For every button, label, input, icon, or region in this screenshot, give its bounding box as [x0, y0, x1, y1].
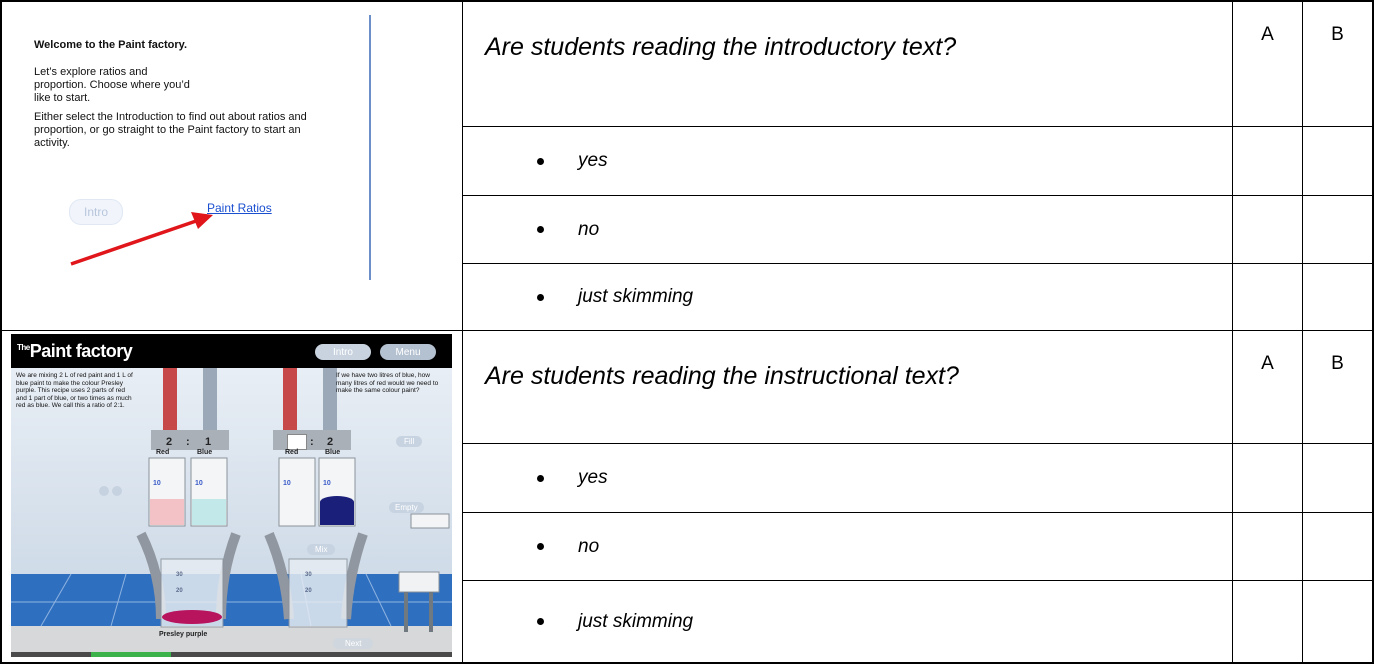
red-label: Red [156, 449, 170, 456]
ratio-right-b: 2 [327, 436, 334, 448]
scale-tick: 30 [305, 572, 312, 578]
option-yes: yes [463, 127, 1232, 195]
ratio-left-sep: : [186, 436, 190, 448]
option-no: no [463, 513, 1232, 580]
menu-button[interactable]: Menu [380, 344, 436, 360]
scale-tick: 10 [195, 480, 203, 487]
empty-button[interactable]: Empty [389, 502, 424, 513]
column-a-header: A [1261, 24, 1274, 45]
welcome-screenshot [11, 15, 452, 327]
bullet-icon [537, 618, 544, 625]
scale-tick: 10 [283, 480, 291, 487]
table-border-left [0, 0, 2, 664]
column-b-header: B [1331, 353, 1344, 374]
scale-tick: 30 [176, 572, 183, 578]
intro-button[interactable]: Intro [69, 199, 123, 225]
ratio-left-b: 1 [205, 436, 212, 448]
next-button[interactable]: Next [333, 638, 373, 649]
blue-label: Blue [197, 449, 213, 456]
welcome-paragraph-1: Let’s explore ratios and proportion. Choose where you’d like to start. [34, 66, 190, 104]
option-just-skimming: just skimming [463, 264, 1232, 330]
scale-tick: 10 [153, 480, 161, 487]
app-title: $^{The}$Paint factory [17, 341, 133, 361]
paint-ratios-link[interactable]: Paint Ratios [207, 201, 272, 215]
red-arrow-icon [11, 15, 452, 327]
result-label: Presley purple [159, 631, 208, 638]
ratio-input[interactable] [287, 434, 307, 450]
bullet-icon [537, 294, 544, 301]
welcome-paragraph-2: Either select the Introduction to find out about ratios and proportion, or go straight to the Paint factory to start an activity. [34, 111, 307, 149]
bullet-icon [537, 543, 544, 550]
instruction-right: If we have two litres of blue, how many litres of red would we need to make the same colour paint? [336, 372, 439, 394]
option-no: no [463, 196, 1232, 263]
column-a-header: A [1261, 353, 1274, 374]
intro-button[interactable]: Intro [315, 344, 371, 360]
ratio-left-a: 2 [166, 436, 173, 448]
question-2: Are students reading the instructional text? [485, 361, 959, 390]
red-label: Red [285, 449, 299, 456]
scale-tick: 20 [305, 588, 312, 594]
column-b-header: B [1331, 24, 1344, 45]
ratio-right-sep: : [310, 436, 314, 448]
option-yes: yes [463, 444, 1232, 512]
instruction-left: We are mixing 2 L of red paint and 1 L of blue paint to make the colour Presley purple. This recipe uses 2 parts of red and 1 part of blue, or two times as much red as blue. We call this a ratio of 2:1. [16, 372, 133, 409]
bullet-icon [537, 475, 544, 482]
bullet-icon [537, 158, 544, 165]
option-just-skimming: just skimming [463, 581, 1232, 662]
welcome-heading: Welcome to the Paint factory. [34, 39, 188, 51]
question-1: Are students reading the introductory text? [485, 32, 957, 61]
scale-tick: 10 [323, 480, 331, 487]
mix-button[interactable]: Mix [307, 544, 335, 555]
bullet-icon [537, 226, 544, 233]
scale-tick: 20 [176, 588, 183, 594]
blue-label: Blue [325, 449, 341, 456]
fill-button[interactable]: Fill [396, 436, 422, 447]
paint-factory-screenshot [11, 334, 452, 657]
